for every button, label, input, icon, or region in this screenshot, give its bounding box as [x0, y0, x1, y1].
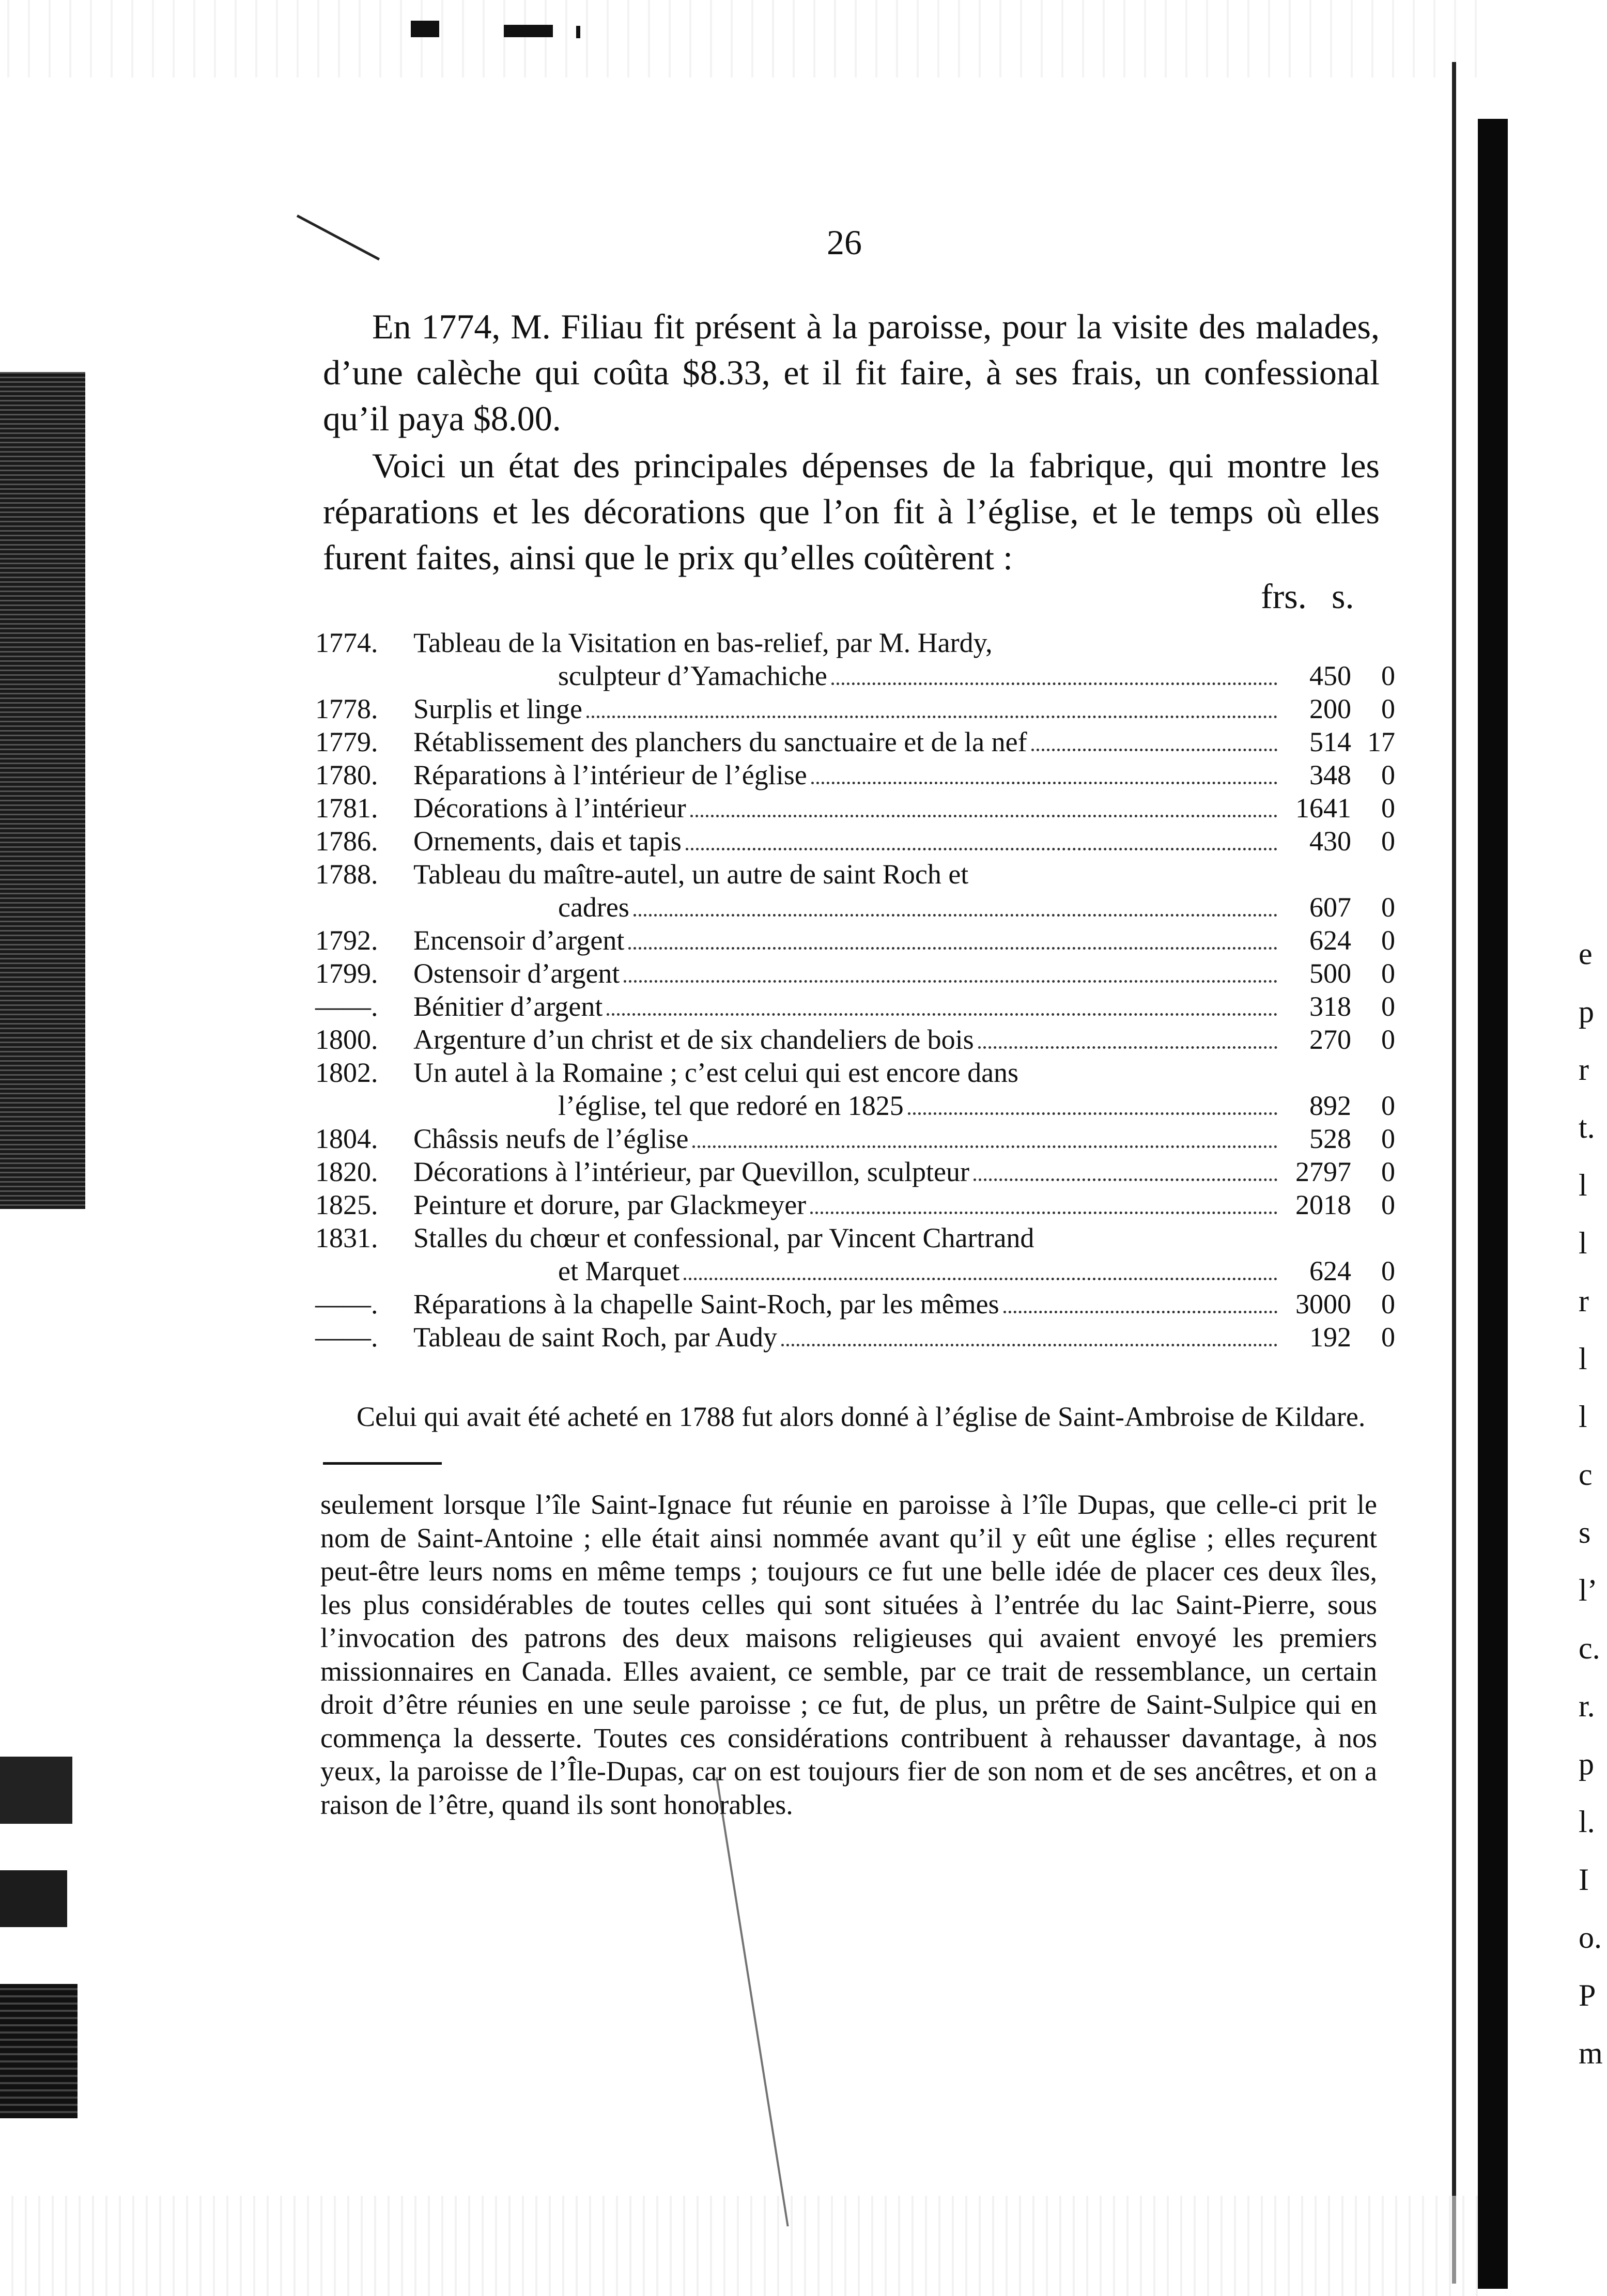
expense-year: 1800.	[315, 1024, 378, 1055]
expense-frs: 3000	[1295, 1289, 1351, 1320]
expense-frs: 430	[1309, 826, 1351, 857]
expense-year: 1802.	[315, 1057, 378, 1088]
dot-leader	[692, 1145, 1277, 1148]
expense-frs: 200	[1309, 693, 1351, 724]
expense-description: Réparations à la chapelle Saint-Roch, par les mêmes	[413, 1289, 999, 1320]
dot-leader	[633, 914, 1277, 917]
scan-edge-bottom	[0, 2196, 1478, 2296]
expense-row	[315, 990, 1395, 1023]
expense-row	[315, 858, 1395, 891]
expense-frs: 192	[1309, 1322, 1351, 1353]
expense-s: 0	[1381, 1090, 1395, 1121]
expense-s: 17	[1367, 726, 1395, 757]
margin-fragment: s	[1579, 1515, 1591, 1549]
scan-edge-left	[0, 1757, 72, 1824]
dot-leader	[978, 1046, 1277, 1049]
expense-s: 0	[1381, 1156, 1395, 1187]
expense-description: Ostensoir d’argent	[413, 958, 620, 989]
margin-fragment: l	[1579, 1168, 1587, 1202]
expense-description: Rétablissement des planchers du sanctuaire et de la nef	[413, 726, 1027, 757]
expense-description: Argenture d’un christ et de six chandeliers de bois	[413, 1024, 974, 1055]
expense-row	[315, 1221, 1395, 1254]
margin-fragment: l’	[1579, 1573, 1598, 1607]
expense-s: 0	[1381, 826, 1395, 857]
expense-year: 1781.	[315, 793, 378, 824]
expense-row	[315, 1122, 1395, 1155]
paragraph-intro-expenses: Voici un état des principales dépenses de la fabrique, qui montre les réparations et les décorations que l’on fit à l’église, et le temps où elles furent faites, ainsi que le prix qu’elles coûtèrent :	[323, 446, 1380, 577]
expense-year: 1804.	[315, 1123, 378, 1154]
scan-mark	[576, 26, 580, 38]
expense-description: Bénitier d’argent	[413, 991, 603, 1022]
scan-mark	[504, 25, 553, 37]
column-header-frs: frs.	[1261, 577, 1307, 616]
expense-year: 1786.	[315, 826, 378, 857]
paragraph-filiau: En 1774, M. Filiau fit présent à la paroisse, pour la visite des malades, d’une calèche qui coûta $8.33, et il fit faire, à ses frais, un confessional qu’il paya $8.00.	[323, 307, 1380, 438]
dot-leader	[831, 682, 1277, 685]
expense-description: Décorations à l’intérieur	[413, 793, 686, 824]
note-saint-ambroise: Celui qui avait été acheté en 1788 fut alors donné à l’église de Saint-Ambroise de Kildare.	[357, 1401, 1366, 1432]
margin-fragment: l	[1579, 1226, 1587, 1260]
scan-edge-left	[0, 1870, 67, 1927]
expense-s: 0	[1381, 1289, 1395, 1320]
margin-fragment: r	[1579, 1052, 1589, 1087]
scan-edge-right-line	[1452, 62, 1456, 2284]
expense-row	[315, 924, 1395, 957]
expense-frs: 624	[1309, 925, 1351, 956]
margin-fragment: p	[1579, 995, 1594, 1029]
margin-fragment: c.	[1579, 1631, 1600, 1665]
expense-row	[315, 1188, 1395, 1221]
expense-s: 0	[1381, 892, 1395, 923]
margin-fragment: m	[1579, 2036, 1603, 2070]
margin-fragment: r.	[1579, 1689, 1595, 1723]
expense-description: Décorations à l’intérieur, par Quevillon, sculpteur	[413, 1156, 969, 1187]
margin-fragment: r	[1579, 1284, 1589, 1318]
expense-row	[315, 1023, 1395, 1056]
expense-description: Tableau de la Visitation en bas-relief, par M. Hardy,	[413, 627, 993, 658]
column-header-s: s.	[1332, 577, 1354, 616]
expense-description: cadres	[558, 892, 629, 923]
expense-frs: 1641	[1295, 793, 1351, 824]
margin-fragment: P	[1579, 1978, 1596, 2012]
margin-fragment: e	[1579, 937, 1593, 971]
expense-frs: 528	[1309, 1123, 1351, 1154]
expense-frs: 348	[1309, 759, 1351, 790]
expense-year: 1792.	[315, 925, 378, 956]
expense-row	[315, 1287, 1395, 1321]
expense-s: 0	[1381, 991, 1395, 1022]
expense-s: 0	[1381, 1322, 1395, 1353]
scan-mark	[411, 21, 439, 37]
scan-edge-right-bar	[1478, 119, 1508, 2289]
expense-row	[315, 692, 1395, 725]
expense-frs: 607	[1309, 892, 1351, 923]
margin-fragment: I	[1579, 1863, 1589, 1897]
expense-frs: 270	[1309, 1024, 1351, 1055]
margin-fragment: l	[1579, 1400, 1587, 1434]
expense-frs: 450	[1309, 660, 1351, 691]
expense-s: 0	[1381, 693, 1395, 724]
expense-frs: 500	[1309, 958, 1351, 989]
expense-year: 1820.	[315, 1156, 378, 1187]
expense-row	[315, 1089, 1395, 1122]
expense-description: Tableau du maître-autel, un autre de saint Roch et	[413, 859, 969, 890]
expense-year: 1774.	[315, 627, 378, 658]
expense-s: 0	[1381, 660, 1395, 691]
expense-description: sculpteur d’Yamachiche	[558, 660, 827, 691]
expense-description: Ornements, dais et tapis	[413, 826, 682, 857]
dot-leader	[686, 848, 1277, 850]
expense-description: Tableau de saint Roch, par Audy	[413, 1322, 778, 1353]
expense-description: l’église, tel que redoré en 1825	[558, 1090, 904, 1121]
expense-year: 1831.	[315, 1222, 378, 1253]
expense-year: ——.	[315, 991, 378, 1022]
footnote-rule	[323, 1462, 442, 1465]
expense-year: 1778.	[315, 693, 378, 724]
expense-description: Un autel à la Romaine ; c’est celui qui est encore dans	[413, 1057, 1019, 1088]
dot-leader	[908, 1112, 1277, 1115]
expense-frs: 2018	[1295, 1189, 1351, 1220]
dot-leader	[690, 815, 1277, 817]
dot-leader	[1003, 1311, 1277, 1313]
expense-row	[315, 758, 1395, 792]
expense-row	[315, 891, 1395, 924]
dot-leader	[624, 980, 1277, 983]
expense-description: et Marquet	[558, 1255, 680, 1286]
expense-description: Stalles du chœur et confessional, par Vincent Chartrand	[413, 1222, 1034, 1253]
expense-frs: 318	[1309, 991, 1351, 1022]
expense-row	[315, 725, 1395, 758]
dot-leader	[586, 716, 1277, 718]
expense-row	[315, 1254, 1395, 1287]
margin-fragment: p	[1579, 1747, 1594, 1781]
expense-row	[315, 659, 1395, 692]
expense-row	[315, 825, 1395, 858]
expense-description: Peinture et dorure, par Glackmeyer	[413, 1189, 807, 1220]
expense-s: 0	[1381, 1024, 1395, 1055]
pen-stroke	[297, 214, 380, 260]
dot-leader	[628, 947, 1277, 950]
expense-frs: 624	[1309, 1255, 1351, 1286]
expense-s: 0	[1381, 759, 1395, 790]
expense-s: 0	[1381, 1255, 1395, 1286]
expense-year: 1799.	[315, 958, 378, 989]
expense-s: 0	[1381, 958, 1395, 989]
scan-edge-left	[0, 372, 85, 1209]
expense-row	[315, 957, 1395, 990]
expense-s: 0	[1381, 1189, 1395, 1220]
expense-description: Châssis neufs de l’église	[413, 1123, 689, 1154]
dot-leader	[781, 1344, 1277, 1346]
expense-row	[315, 626, 1395, 659]
expense-frs: 2797	[1295, 1156, 1351, 1187]
expense-s: 0	[1381, 1123, 1395, 1154]
dot-leader	[974, 1178, 1277, 1181]
dot-leader	[1031, 749, 1277, 751]
expense-s: 0	[1381, 793, 1395, 824]
expense-row	[315, 792, 1395, 825]
margin-fragment: o.	[1579, 1920, 1602, 1954]
margin-fragment: t.	[1579, 1110, 1595, 1144]
dot-leader	[684, 1278, 1277, 1280]
column-headers	[1261, 576, 1354, 617]
margin-fragment: c	[1579, 1457, 1593, 1492]
dot-leader	[607, 1013, 1277, 1016]
dot-leader	[811, 782, 1277, 784]
footnote: seulement lorsque l’île Saint-Ignace fut réunie en paroisse à l’île Dupas, que celle-ci prit le nom de Saint-Antoine ; elle était ainsi nommée avant qu’il y eût une église ; elles reçurent peut-être leurs noms en même temps ; toujours ce fut une belle idée de placer ces deux îles, les plus considérables de toutes celles qui sont situées à l’entrée du lac Saint-Pierre, sous l’invocation des patrons des deux maisons religieuses qui avaient envoyé les premiers missionnaires en Canada. Elles avaient, ce semble, par ce trait de ressemblance, un certain droit d’être réunies en une seule paroisse ; ce fut, de plus, un prêtre de Saint-Sulpice qui en commença la desserte. Toutes ces considérations contribuent à rehausser davantage, à nos yeux, la paroisse de l’Île-Dupas, car on est toujours fier de son nom et de ses ancêtres, et on a raison de l’être, quand ils sont honorables.	[320, 1489, 1377, 1820]
next-page-margin-fragments	[1579, 925, 1603, 2082]
page-number: 26	[827, 223, 862, 262]
expense-s: 0	[1381, 925, 1395, 956]
expense-year: 1825.	[315, 1189, 378, 1220]
expense-row	[315, 1056, 1395, 1089]
expense-description: Réparations à l’intérieur de l’église	[413, 759, 807, 790]
expense-year: ——.	[315, 1322, 378, 1353]
expense-frs: 892	[1309, 1090, 1351, 1121]
scan-edge-left	[0, 1984, 78, 2118]
expense-year: 1779.	[315, 726, 378, 757]
expense-year: 1780.	[315, 759, 378, 790]
paper-crease	[716, 1777, 789, 2227]
expense-description: Surplis et linge	[413, 693, 582, 724]
expense-description: Encensoir d’argent	[413, 925, 625, 956]
expense-year: ——.	[315, 1289, 378, 1320]
scan-edge-top	[0, 0, 1478, 77]
expense-frs: 514	[1309, 726, 1351, 757]
expense-row	[315, 1155, 1395, 1188]
margin-fragment: l	[1579, 1342, 1587, 1376]
dot-leader	[810, 1212, 1277, 1214]
expense-row	[315, 1321, 1395, 1354]
expense-year: 1788.	[315, 859, 378, 890]
expense-table	[315, 626, 1395, 1354]
margin-fragment: l.	[1579, 1805, 1595, 1839]
